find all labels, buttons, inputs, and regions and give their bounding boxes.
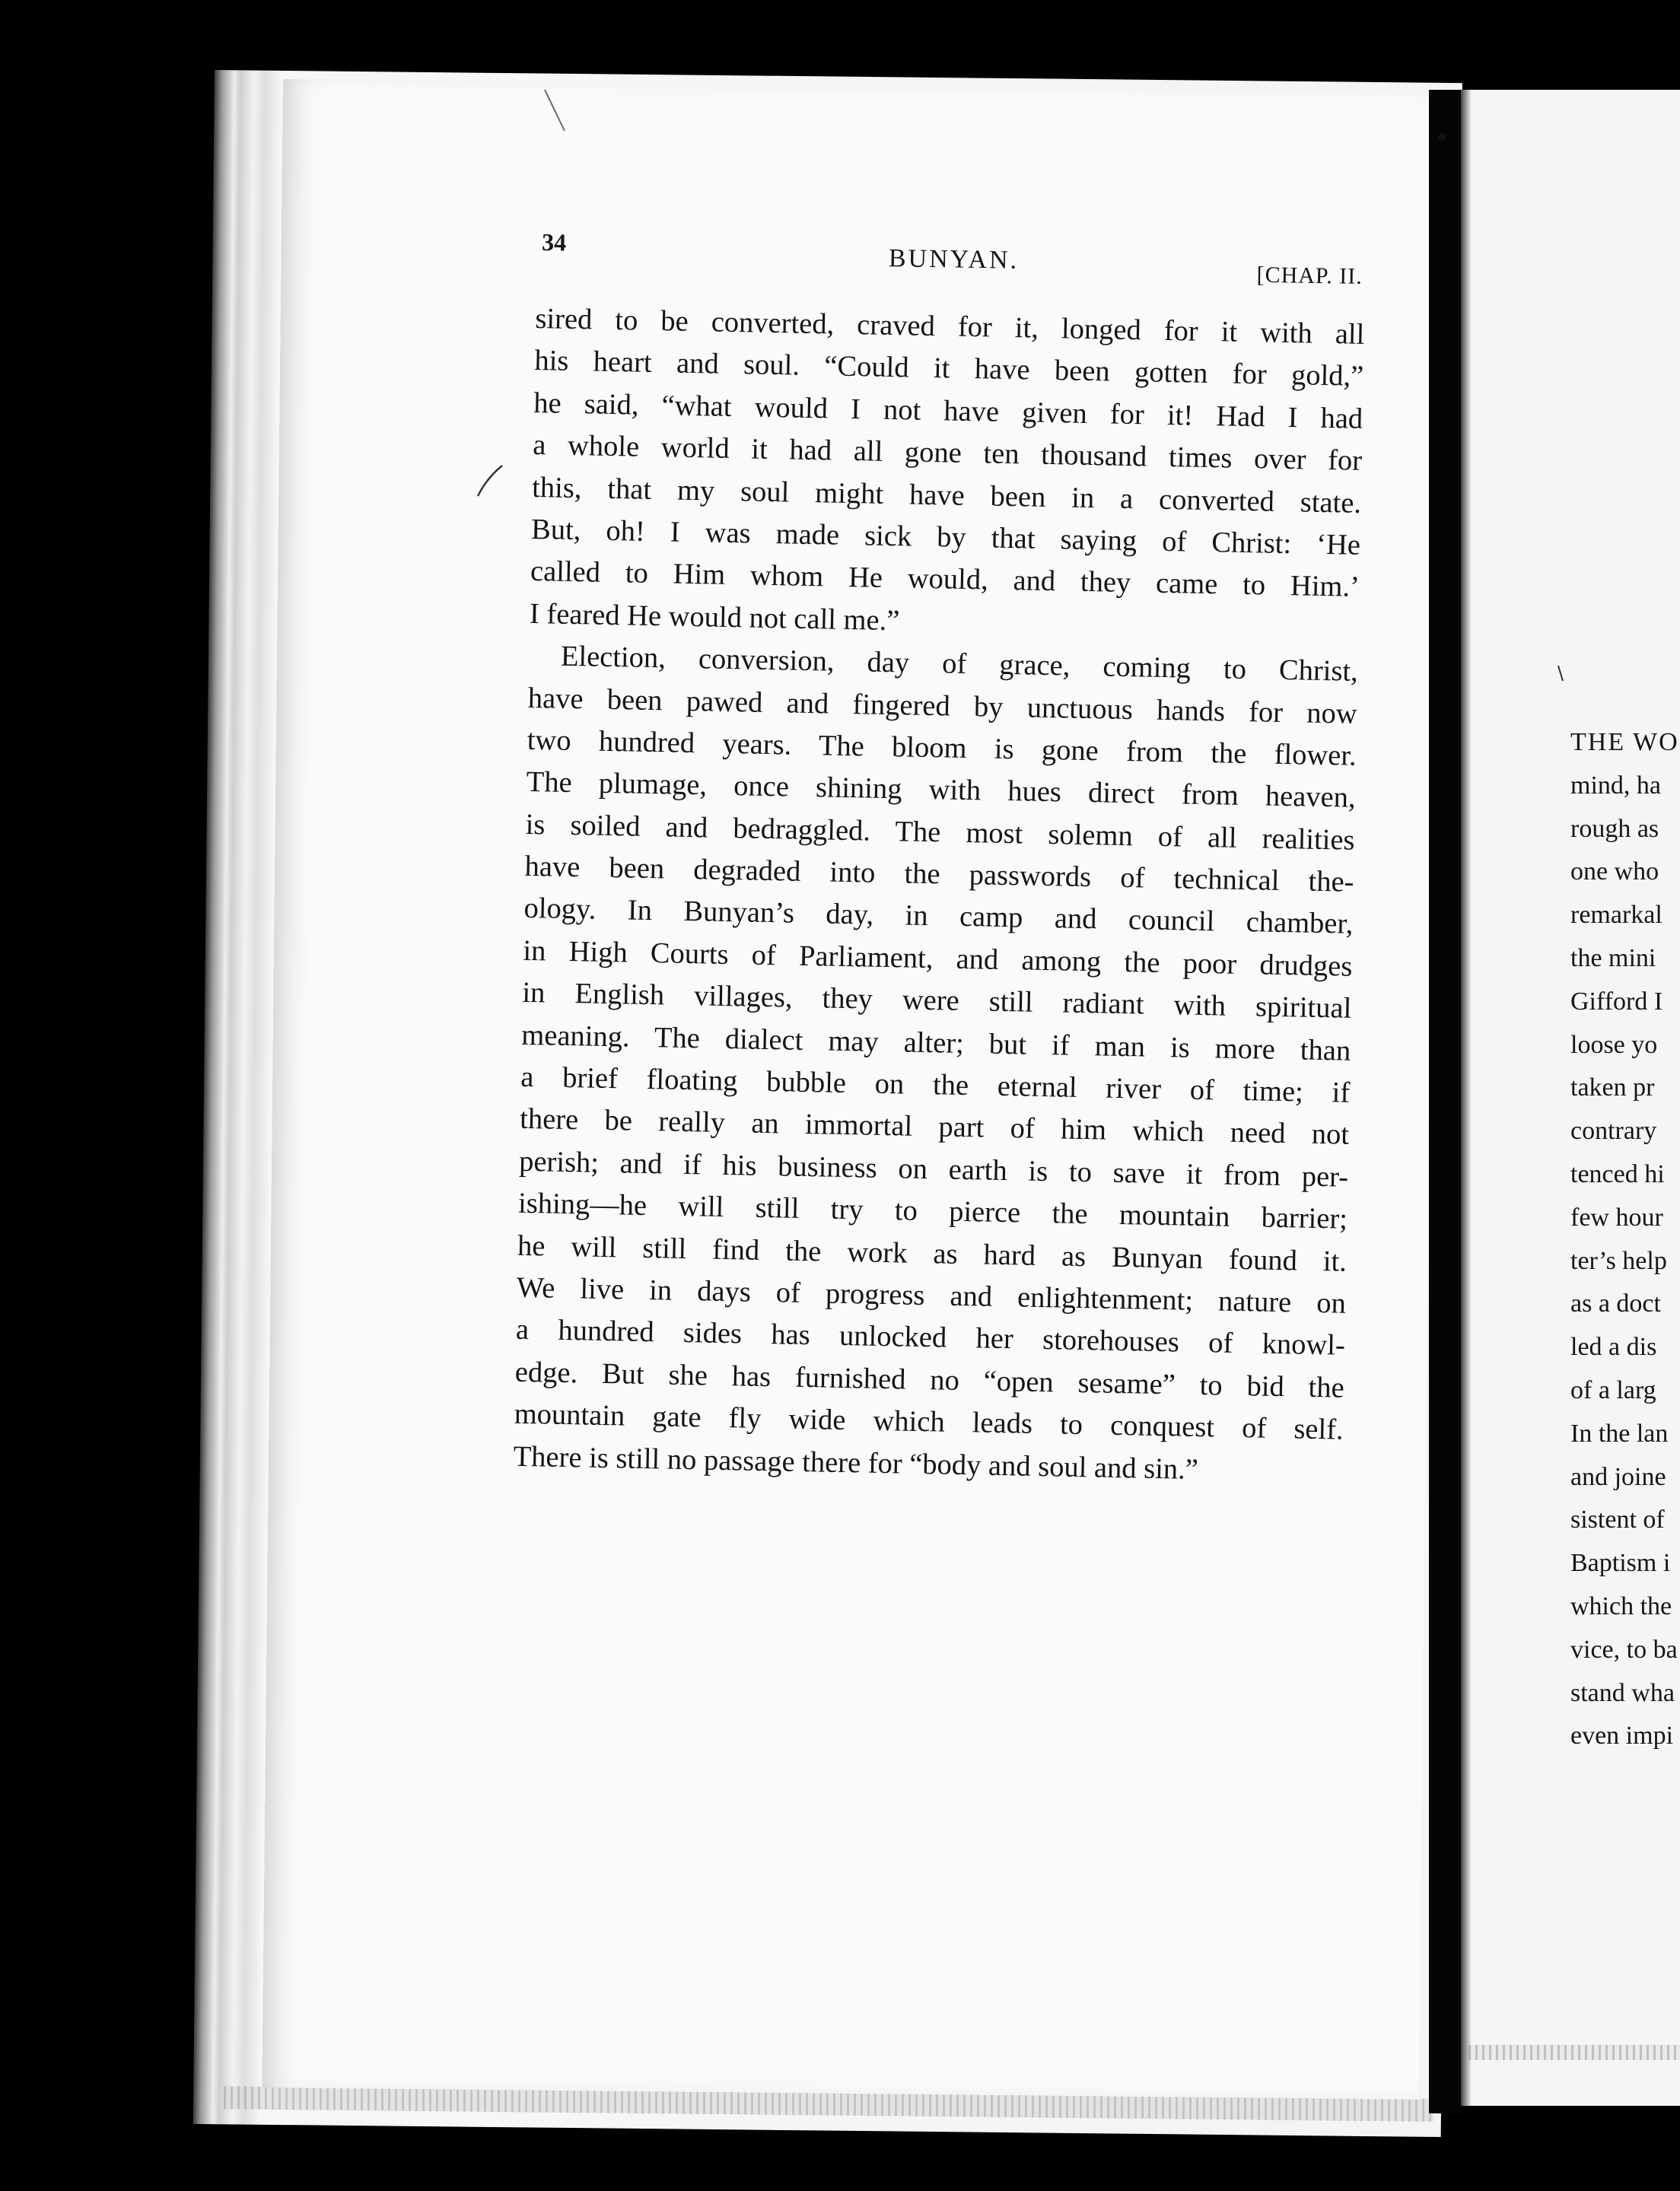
text-line: loose yo xyxy=(1570,1030,1658,1059)
text-line: there be really an immortal part of him which need not xyxy=(519,1103,1350,1152)
text-line: tenced hi xyxy=(1570,1159,1665,1188)
text-line: The plumage, once shining with hues direct from heaven, xyxy=(526,766,1356,815)
text-line: of a larg xyxy=(1570,1375,1656,1404)
text-line: he said, “what would I not have given for it! Had I had xyxy=(533,386,1363,435)
page-number: 34 xyxy=(541,228,567,256)
text-line: ter’s help xyxy=(1570,1246,1667,1275)
text-line: led a dis xyxy=(1570,1333,1657,1362)
text-line: Gifford I xyxy=(1570,987,1663,1016)
text-line: in English villages, they were still radiant with spiritual xyxy=(522,977,1352,1026)
text-line: have been pawed and fingered by unctuous hands for now xyxy=(527,682,1358,730)
text-line: the mini xyxy=(1570,943,1656,972)
text-line: Election, conversion, day of grace, coming to Christ, xyxy=(560,640,1359,688)
text-line: remarkal xyxy=(1570,901,1662,930)
text-line: In the lan xyxy=(1570,1419,1669,1448)
text-line: vice, to ba xyxy=(1570,1635,1678,1664)
text-line: two hundred years. The bloom is gone from the flower. xyxy=(527,723,1357,772)
text-line: this, that my soul might have been in a converted state. xyxy=(531,471,1362,520)
text-line: stand wha xyxy=(1570,1678,1675,1707)
text-line: even impi xyxy=(1570,1722,1674,1751)
text-line: in High Courts of Parliament, and among the poor drudges xyxy=(523,934,1353,983)
text-line: and joine xyxy=(1570,1462,1666,1491)
text-line: contrary xyxy=(1570,1117,1657,1146)
book-gutter xyxy=(1429,90,1462,2113)
text-line: I feared He would not call me.” xyxy=(529,597,900,637)
text-line: perish; and if his business on earth is to save it from per- xyxy=(518,1145,1349,1194)
text-line: which the xyxy=(1570,1592,1672,1620)
text-line: he will still find the work as hard as Bunyan found it. xyxy=(517,1229,1348,1278)
text-line: rough as xyxy=(1570,814,1659,843)
running-head: BUNYAN. xyxy=(888,244,1020,275)
text-line: meaning. The dialect may alter; but if man is more than xyxy=(521,1019,1351,1067)
text-line: called to Him whom He would, and they came to Him.’ xyxy=(530,555,1360,604)
text-line: Baptism i xyxy=(1570,1549,1671,1578)
text-line: mountain gate fly wide which leads to conquest of self. xyxy=(514,1398,1344,1446)
text-line: a hundred sides has unlocked her storehouses of knowl- xyxy=(515,1314,1346,1363)
text-line: There is still no passage there for “body and soul and sin.” xyxy=(513,1440,1199,1486)
text-line: But, oh! I was made sick by that saying of Christ: ‘He xyxy=(530,513,1361,561)
text-line: mind, ha xyxy=(1570,771,1661,800)
right-page-text xyxy=(1570,721,1680,1758)
text-line: is soiled and bedraggled. The most solemn of all realities xyxy=(525,808,1355,857)
text-line: sired to be converted, craved for it, longed for it with all xyxy=(535,302,1365,351)
text-line: his heart and soul. “Could it have been gotten for gold,” xyxy=(534,345,1364,393)
chapter-reference: [CHAP. II. xyxy=(1256,262,1363,289)
text-line: few hour xyxy=(1570,1203,1663,1232)
text-line: edge. But she has furnished no “open sesame” to bid the xyxy=(514,1356,1345,1404)
text-line: THE WO xyxy=(1570,728,1679,756)
text-line: as a doct xyxy=(1570,1289,1661,1318)
text-line: ishing—he will still try to pierce the mountain barrier; xyxy=(517,1187,1348,1235)
text-line: We live in days of progress and enlightenment; nature on xyxy=(516,1271,1347,1320)
text-line: a whole world it had all gone ten thousand times over for xyxy=(532,429,1363,478)
body-text xyxy=(513,298,1365,1494)
text-line: one who xyxy=(1570,857,1659,886)
text-line: have been degraded into the passwords of technical the- xyxy=(524,850,1354,898)
text-line: ology. In Bunyan’s day, in camp and council chamber, xyxy=(523,892,1354,941)
text-line: a brief floating bubble on the eternal river of time; if xyxy=(520,1061,1351,1109)
text-line: sistent of xyxy=(1570,1506,1665,1534)
text-line: taken pr xyxy=(1570,1073,1655,1102)
